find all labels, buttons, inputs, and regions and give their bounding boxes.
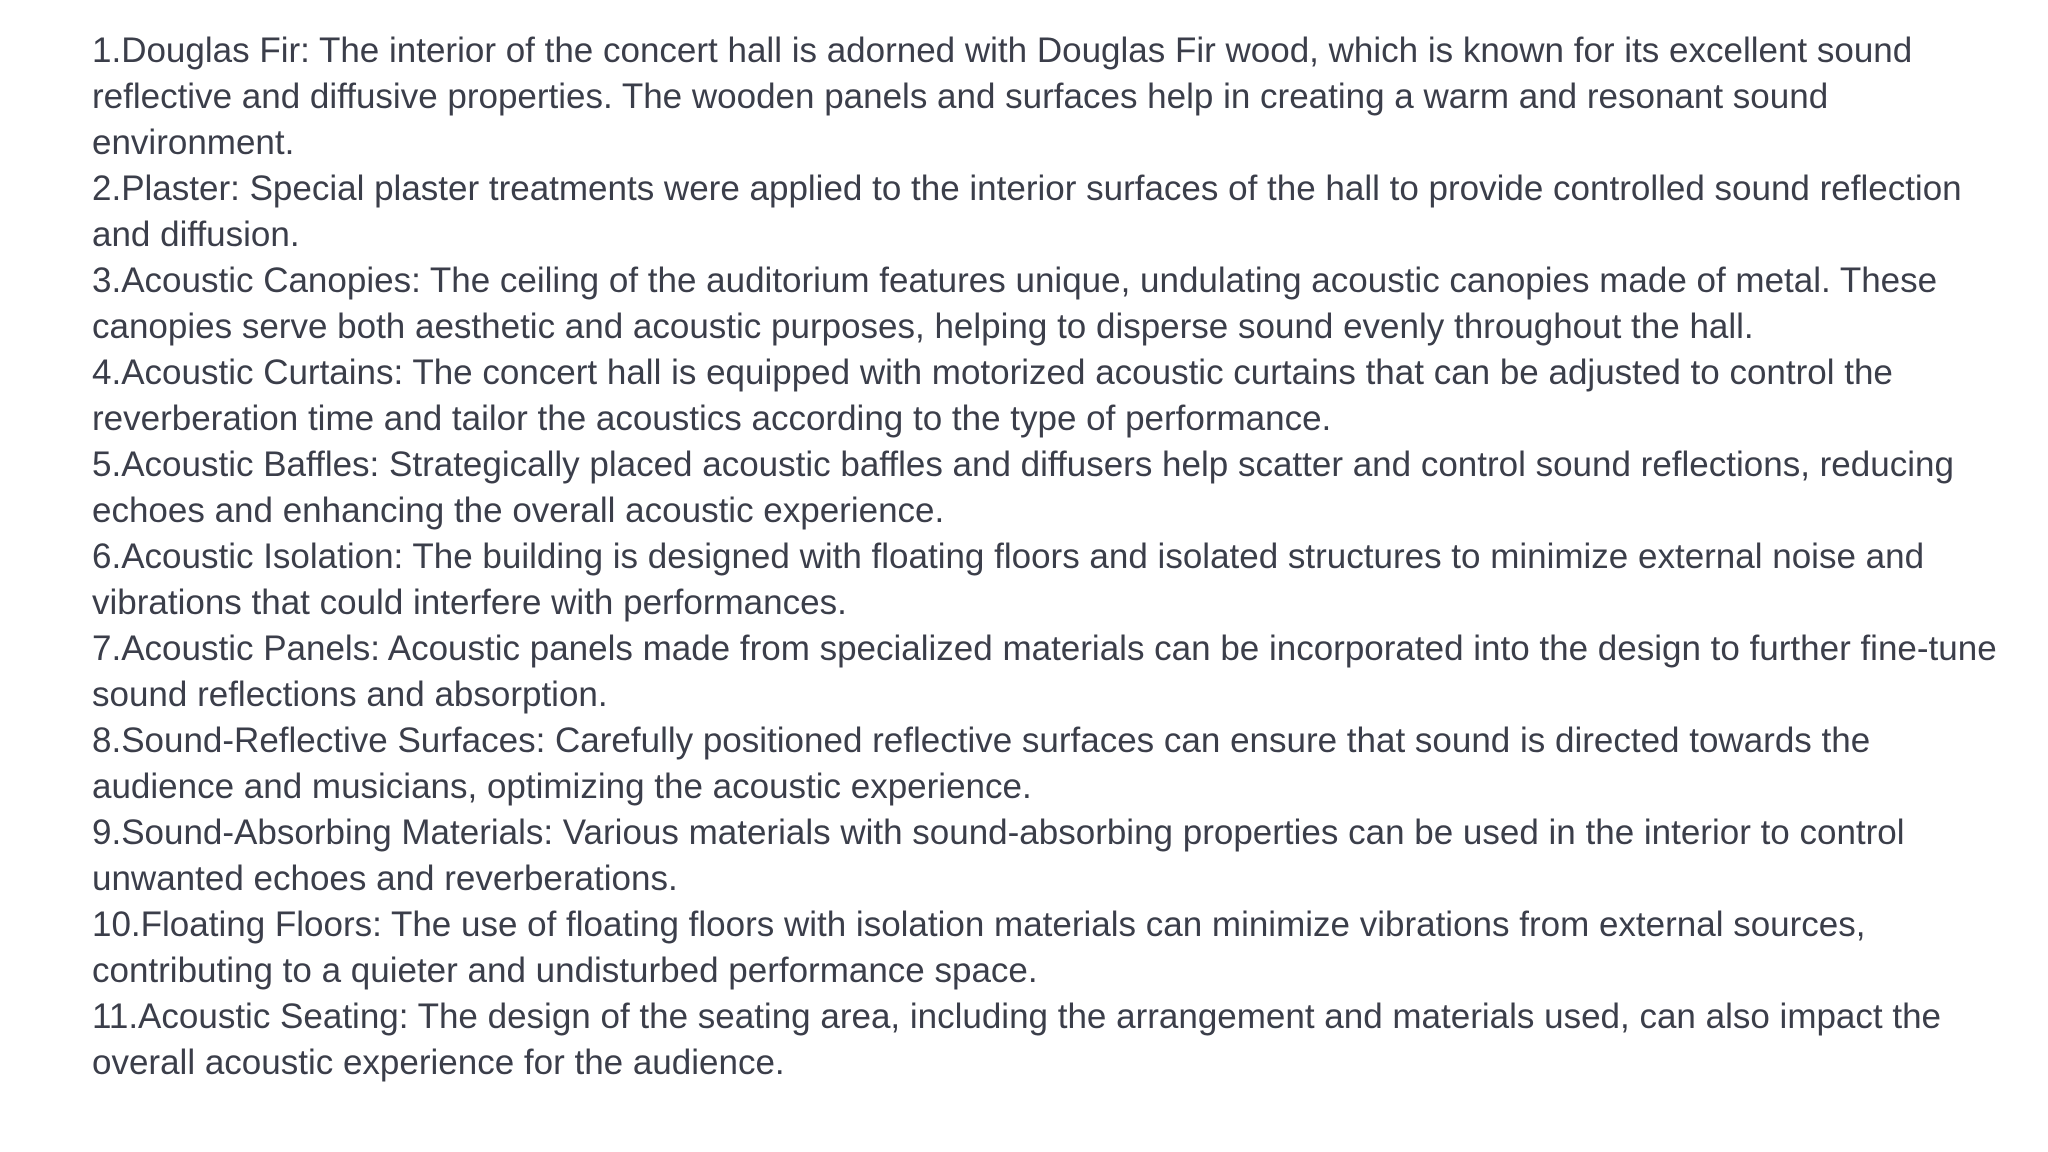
list-item-sound-reflective-surfaces: 8.Sound-Reflective Surfaces: Carefully positioned reflective surfaces can ensure that sound is directed towards the audience and musicians, optimizing the acoustic experience. <box>92 721 1871 806</box>
list-item-douglas-fir: 1.Douglas Fir: The interior of the concert hall is adorned with Douglas Fir wood, which is known for its excellent sound reflective and diffusive properties. The wooden panels and surfaces help in creating a warm and resonant sound environment. <box>92 31 1913 162</box>
list-item-acoustic-seating: 11.Acoustic Seating: The design of the seating area, including the arrangement and materials used, can also impact the overall acoustic experience for the audience. <box>92 997 1942 1082</box>
list-item-acoustic-curtains: 4.Acoustic Curtains: The concert hall is equipped with motorized acoustic curtains that can be adjusted to control the reverberation time and tailor the acoustics according to the type of performance. <box>92 353 1893 438</box>
text-body <box>92 28 2002 1086</box>
list-item-sound-absorbing-materials: 9.Sound-Absorbing Materials: Various materials with sound-absorbing properties can be used in the interior to control unwanted echoes and reverberations. <box>92 813 1905 898</box>
list-item-plaster: 2.Plaster: Special plaster treatments were applied to the interior surfaces of the hall to provide controlled sound reflection and diffusion. <box>92 169 1962 254</box>
list-item-floating-floors: 10.Floating Floors: The use of floating floors with isolation materials can minimize vibrations from external sources, contributing to a quieter and undisturbed performance space. <box>92 905 1866 990</box>
list-item-acoustic-isolation: 6.Acoustic Isolation: The building is designed with floating floors and isolated structures to minimize external noise and vibrations that could interfere with performances. <box>92 537 1925 622</box>
list-item-acoustic-canopies: 3.Acoustic Canopies: The ceiling of the auditorium features unique, undulating acoustic canopies made of metal. These canopies serve both aesthetic and acoustic purposes, helping to disperse sound evenly throughout the hall. <box>92 261 1938 346</box>
list-item-acoustic-panels: 7.Acoustic Panels: Acoustic panels made from specialized materials can be incorporated into the design to further fine-tune sound reflections and absorption. <box>92 629 1997 714</box>
list-item-acoustic-baffles: 5.Acoustic Baffles: Strategically placed acoustic baffles and diffusers help scatter and control sound reflections, reducing echoes and enhancing the overall acoustic experience. <box>92 445 1954 530</box>
